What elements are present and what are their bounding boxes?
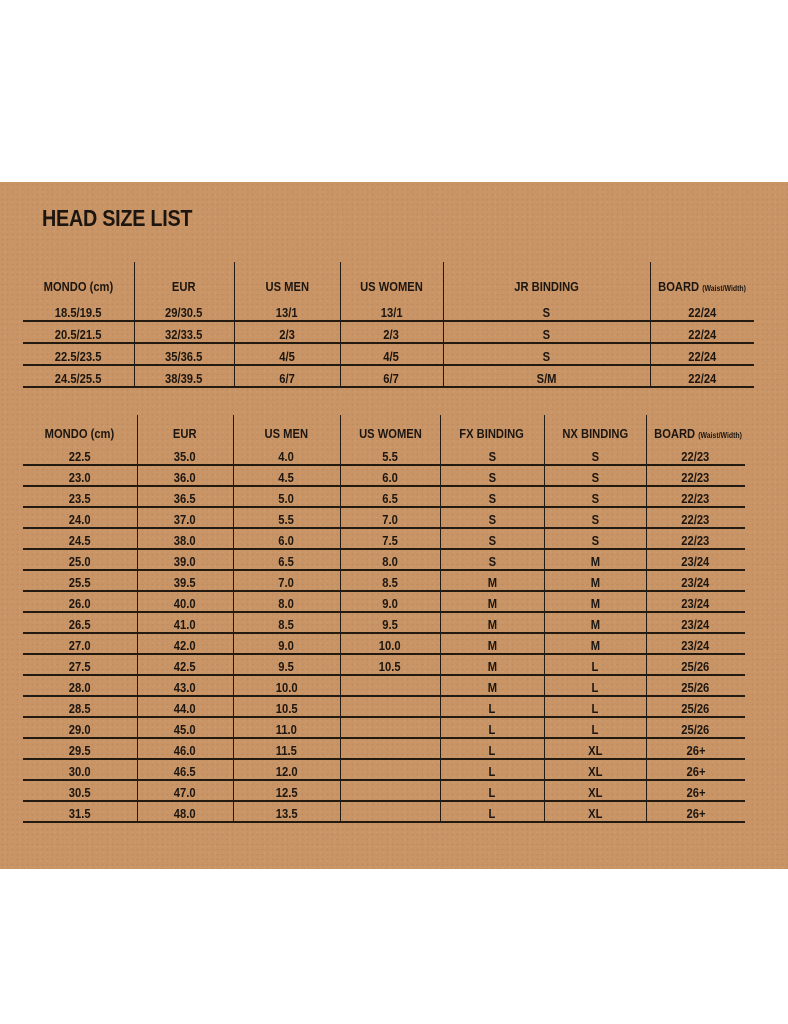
table-cell: 22/24 <box>650 321 754 343</box>
table-cell: 46.0 <box>137 738 233 759</box>
table-cell: 9.0 <box>233 633 340 654</box>
table-cell: 35.0 <box>137 445 233 465</box>
table-row <box>23 654 745 675</box>
table-row <box>23 780 745 801</box>
table-cell: S <box>440 486 544 507</box>
table-cell: 10.5 <box>340 654 440 675</box>
table-cell: 11.5 <box>233 738 340 759</box>
table-cell: 12.0 <box>233 759 340 780</box>
table-cell: 23/24 <box>646 549 745 570</box>
table-cell: 48.0 <box>137 801 233 822</box>
table-cell: 26+ <box>646 738 745 759</box>
table-cell: M <box>440 633 544 654</box>
table-cell: S <box>440 528 544 549</box>
table-cell: 10.0 <box>233 675 340 696</box>
table-cell: M <box>544 570 646 591</box>
adult-size-table <box>23 415 745 823</box>
table-row <box>23 300 754 321</box>
table-cell: 23/24 <box>646 570 745 591</box>
table-cell: M <box>440 654 544 675</box>
table-cell: 23/24 <box>646 612 745 633</box>
header-fx-binding: FX BINDING <box>440 415 544 445</box>
table-cell: 4/5 <box>234 343 340 365</box>
table-cell: M <box>440 612 544 633</box>
table-cell: 29/30.5 <box>134 300 234 321</box>
table-cell: 36.0 <box>137 465 233 486</box>
table-cell: XL <box>544 780 646 801</box>
table-row <box>23 507 745 528</box>
table-cell: 2/3 <box>340 321 443 343</box>
table-cell: 10.5 <box>233 696 340 717</box>
table-cell: S <box>544 465 646 486</box>
table-cell: 37.0 <box>137 507 233 528</box>
table-cell: 38.0 <box>137 528 233 549</box>
table-cell: S <box>443 300 650 321</box>
table-cell: 13.5 <box>233 801 340 822</box>
header-us-men: US MEN <box>233 415 340 445</box>
table-cell: 6.0 <box>340 465 440 486</box>
table-cell: 22/24 <box>650 365 754 387</box>
table-cell: 27.0 <box>23 633 137 654</box>
table-cell: 30.5 <box>23 780 137 801</box>
table-cell <box>340 717 440 738</box>
table-cell <box>340 696 440 717</box>
table-cell: 22.5 <box>23 445 137 465</box>
table-cell: 12.5 <box>233 780 340 801</box>
table-cell: 22/24 <box>650 300 754 321</box>
table-cell <box>340 780 440 801</box>
table-cell: 11.0 <box>233 717 340 738</box>
table-cell: 8.5 <box>233 612 340 633</box>
table-cell: 28.0 <box>23 675 137 696</box>
table-cell: S <box>544 507 646 528</box>
table-cell: 5.5 <box>340 445 440 465</box>
table-cell: M <box>544 612 646 633</box>
table-row <box>23 445 745 465</box>
table-row <box>23 738 745 759</box>
table-cell: S <box>440 549 544 570</box>
table-cell: 42.5 <box>137 654 233 675</box>
table-row <box>23 365 754 387</box>
table-cell: 7.5 <box>340 528 440 549</box>
table-row <box>23 465 745 486</box>
table-cell: 36.5 <box>137 486 233 507</box>
table-cell: M <box>440 570 544 591</box>
table-cell: 35/36.5 <box>134 343 234 365</box>
table-cell: S <box>544 486 646 507</box>
table-cell <box>340 759 440 780</box>
table-cell: 5.5 <box>233 507 340 528</box>
table-cell: M <box>440 675 544 696</box>
table-cell: 10.0 <box>340 633 440 654</box>
table-cell: 22/24 <box>650 343 754 365</box>
table-cell: 22/23 <box>646 486 745 507</box>
table-cell <box>340 738 440 759</box>
table-cell: 38/39.5 <box>134 365 234 387</box>
table-cell: 18.5/19.5 <box>23 300 134 321</box>
table-cell: S <box>443 343 650 365</box>
table-cell: M <box>440 591 544 612</box>
table-row <box>23 570 745 591</box>
table-row <box>23 675 745 696</box>
table-cell: 22/23 <box>646 507 745 528</box>
table-cell: 40.0 <box>137 591 233 612</box>
table-cell: 22/23 <box>646 445 745 465</box>
junior-size-table <box>23 262 754 388</box>
table-row <box>23 696 745 717</box>
header-board: BOARD (Waist/Width) <box>646 415 745 445</box>
table-cell: 23/24 <box>646 591 745 612</box>
table-cell: 5.0 <box>233 486 340 507</box>
table-cell: 6/7 <box>234 365 340 387</box>
table-cell: L <box>440 696 544 717</box>
table-cell: M <box>544 591 646 612</box>
table-cell: 22/23 <box>646 465 745 486</box>
table-row <box>23 633 745 654</box>
table-cell: 25/26 <box>646 696 745 717</box>
table-cell: 23/24 <box>646 633 745 654</box>
table-cell: L <box>440 717 544 738</box>
table-cell <box>340 675 440 696</box>
table-cell: L <box>544 654 646 675</box>
table-cell: 23.0 <box>23 465 137 486</box>
table-cell: L <box>544 717 646 738</box>
table-cell: 26+ <box>646 780 745 801</box>
table-cell: 6.0 <box>233 528 340 549</box>
header-board: BOARD (Waist/Width) <box>650 262 754 300</box>
table-cell: 31.5 <box>23 801 137 822</box>
table-cell: XL <box>544 759 646 780</box>
table-cell: 45.0 <box>137 717 233 738</box>
table-cell: 41.0 <box>137 612 233 633</box>
table-cell: 44.0 <box>137 696 233 717</box>
junior-table-body <box>23 300 754 387</box>
table-cell: 28.5 <box>23 696 137 717</box>
table-cell: S <box>544 528 646 549</box>
table-cell: 25.0 <box>23 549 137 570</box>
table-cell: 26.5 <box>23 612 137 633</box>
table-row <box>23 549 745 570</box>
table-cell: S <box>443 321 650 343</box>
table-cell: 9.0 <box>340 591 440 612</box>
table-cell: 6.5 <box>233 549 340 570</box>
table-cell: 8.5 <box>340 570 440 591</box>
table-cell: S <box>544 445 646 465</box>
table-cell: 26+ <box>646 759 745 780</box>
table-row <box>23 321 754 343</box>
table-cell: 2/3 <box>234 321 340 343</box>
table-row <box>23 801 745 822</box>
table-cell: 4.5 <box>233 465 340 486</box>
header-mondo: MONDO (cm) <box>43 279 114 294</box>
table-row <box>23 717 745 738</box>
table-cell: 39.5 <box>137 570 233 591</box>
header-us-women: US WOMEN <box>340 415 440 445</box>
table-cell: 7.0 <box>340 507 440 528</box>
header-us-women: US WOMEN <box>340 262 443 300</box>
table-cell: 13/1 <box>340 300 443 321</box>
table-cell: 9.5 <box>340 612 440 633</box>
table-cell: 29.5 <box>23 738 137 759</box>
table-cell: 6/7 <box>340 365 443 387</box>
table-cell: 26+ <box>646 801 745 822</box>
header-mondo: MONDO (cm) <box>44 426 115 441</box>
table-cell: 13/1 <box>234 300 340 321</box>
table-cell: S/M <box>443 365 650 387</box>
table-cell: L <box>440 738 544 759</box>
table-cell: 24.0 <box>23 507 137 528</box>
page-title: HEAD SIZE LIST <box>42 205 193 231</box>
table-cell: 9.5 <box>233 654 340 675</box>
table-cell: 25/26 <box>646 675 745 696</box>
table-cell <box>340 801 440 822</box>
table-cell: 42.0 <box>137 633 233 654</box>
table-row <box>23 759 745 780</box>
table-cell: L <box>440 759 544 780</box>
table-cell: 6.5 <box>340 486 440 507</box>
header-jr-binding: JR BINDING <box>443 262 650 300</box>
table-cell: 43.0 <box>137 675 233 696</box>
table-cell: 7.0 <box>233 570 340 591</box>
table-cell: S <box>440 507 544 528</box>
table-cell: L <box>440 801 544 822</box>
table-cell: S <box>440 465 544 486</box>
table-cell: L <box>440 780 544 801</box>
table-cell: 32/33.5 <box>134 321 234 343</box>
table-cell: 24.5/25.5 <box>23 365 134 387</box>
header-eur: EUR <box>134 262 234 300</box>
table-cell: XL <box>544 801 646 822</box>
table-cell: L <box>544 675 646 696</box>
table-cell: 39.0 <box>137 549 233 570</box>
table-cell: L <box>544 696 646 717</box>
table-cell: 8.0 <box>233 591 340 612</box>
table-cell: 47.0 <box>137 780 233 801</box>
table-cell: 20.5/21.5 <box>23 321 134 343</box>
adult-table-body <box>23 445 745 822</box>
table-cell: 4/5 <box>340 343 443 365</box>
table-cell: 25.5 <box>23 570 137 591</box>
table-cell: 25/26 <box>646 654 745 675</box>
table-cell: 8.0 <box>340 549 440 570</box>
table-cell: S <box>440 445 544 465</box>
table-row <box>23 612 745 633</box>
header-eur: EUR <box>137 415 233 445</box>
table-header-row <box>23 262 754 300</box>
table-cell: M <box>544 633 646 654</box>
table-row <box>23 486 745 507</box>
table-cell: M <box>544 549 646 570</box>
table-cell: 26.0 <box>23 591 137 612</box>
table-cell: 22.5/23.5 <box>23 343 134 365</box>
table-cell: 27.5 <box>23 654 137 675</box>
table-cell: 22/23 <box>646 528 745 549</box>
table-cell: 30.0 <box>23 759 137 780</box>
table-row <box>23 591 745 612</box>
size-chart-card <box>0 182 788 869</box>
table-cell: 24.5 <box>23 528 137 549</box>
table-cell: 25/26 <box>646 717 745 738</box>
header-nx-binding: NX BINDING <box>544 415 646 445</box>
table-header-row <box>23 415 745 445</box>
table-row <box>23 343 754 365</box>
table-cell: 46.5 <box>137 759 233 780</box>
table-row <box>23 528 745 549</box>
header-us-men: US MEN <box>234 262 340 300</box>
table-cell: 23.5 <box>23 486 137 507</box>
table-cell: 29.0 <box>23 717 137 738</box>
table-cell: 4.0 <box>233 445 340 465</box>
table-cell: XL <box>544 738 646 759</box>
